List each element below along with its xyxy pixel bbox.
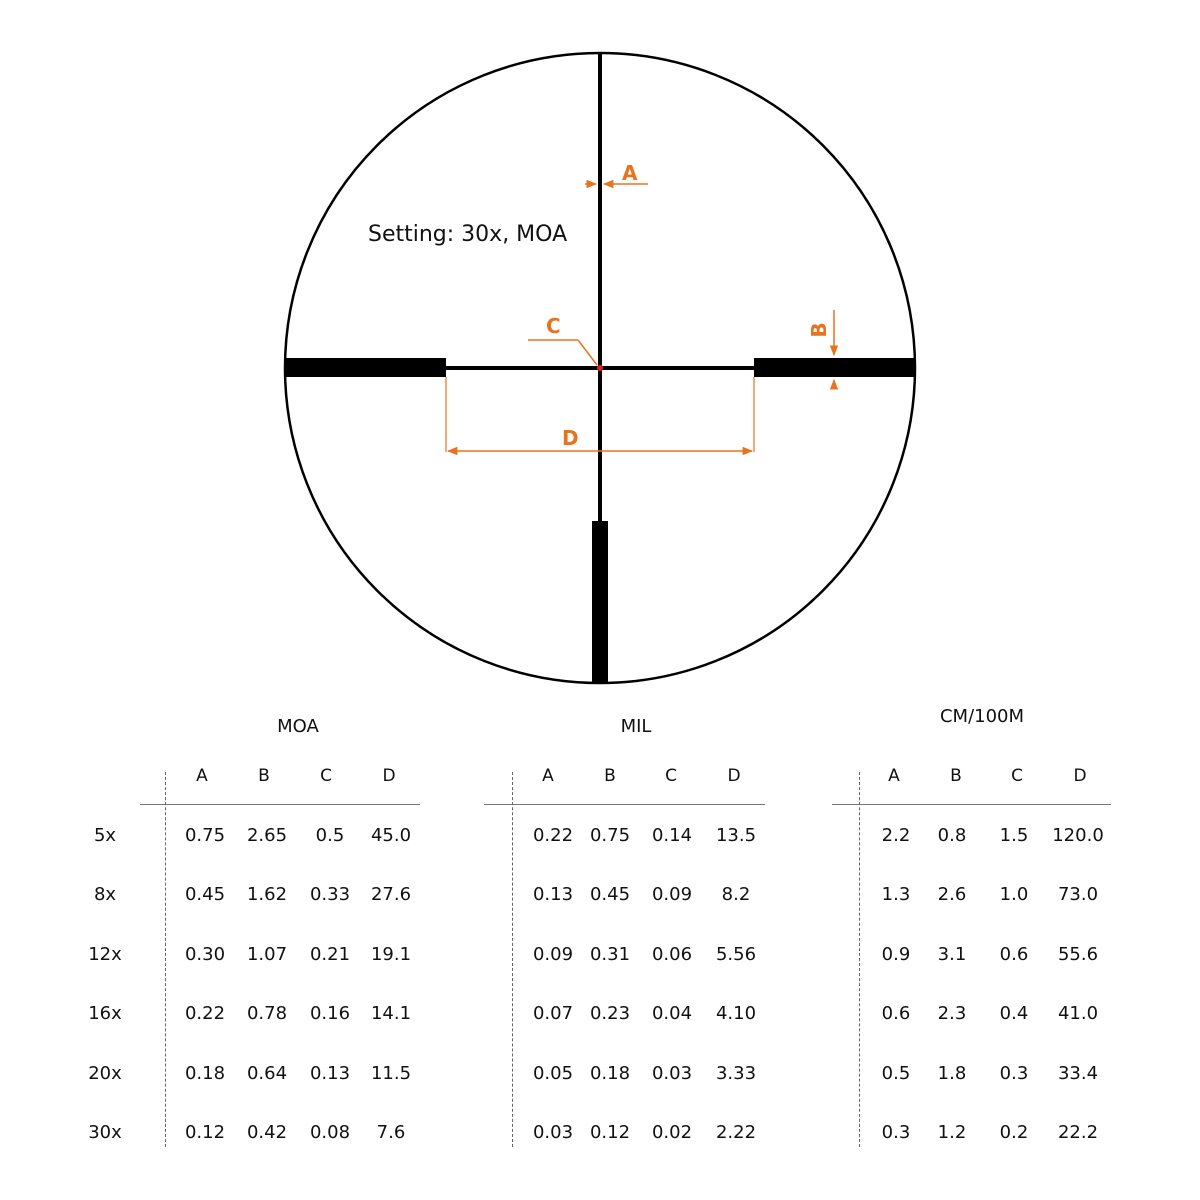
table-cell: 0.23 xyxy=(589,1003,631,1024)
table-cell: 2.65 xyxy=(246,825,288,846)
table-cell: 0.5 xyxy=(315,825,345,846)
column-header: A xyxy=(542,766,554,786)
table-cell: 7.6 xyxy=(376,1122,406,1143)
table-cell: 33.4 xyxy=(1057,1063,1099,1084)
row-label: 20x xyxy=(88,1063,122,1084)
table-cell: 0.13 xyxy=(532,884,574,905)
label-b: B xyxy=(807,322,831,338)
table-cell: 0.75 xyxy=(589,825,631,846)
table-cell: 0.08 xyxy=(309,1122,351,1143)
table-cell: 1.2 xyxy=(937,1122,967,1143)
table-cell: 0.13 xyxy=(309,1063,351,1084)
right-thick-post xyxy=(754,358,915,377)
table-cell: 45.0 xyxy=(370,825,412,846)
left-thick-post xyxy=(286,358,446,377)
table-cell: 1.0 xyxy=(999,884,1029,905)
table-cell: 0.4 xyxy=(999,1003,1029,1024)
table-cell: 0.8 xyxy=(937,825,967,846)
table-cell: 0.6 xyxy=(999,944,1029,965)
table-cell: 0.75 xyxy=(184,825,226,846)
bottom-thick-post xyxy=(592,521,608,683)
table-cell: 0.64 xyxy=(246,1063,288,1084)
table-cell: 1.62 xyxy=(246,884,288,905)
row-label: 12x xyxy=(88,944,122,965)
table-cell: 3.1 xyxy=(937,944,967,965)
table-cell: 0.03 xyxy=(532,1122,574,1143)
table-cell: 8.2 xyxy=(721,884,751,905)
table-cell: 0.33 xyxy=(309,884,351,905)
table-cell: 13.5 xyxy=(715,825,757,846)
table-cell: 14.1 xyxy=(370,1003,412,1024)
table-cell: 0.12 xyxy=(589,1122,631,1143)
table-cell: 2.22 xyxy=(715,1122,757,1143)
table-cell: 0.3 xyxy=(881,1122,911,1143)
table-cell: 27.6 xyxy=(370,884,412,905)
table-cell: 1.5 xyxy=(999,825,1029,846)
table-cell: 0.3 xyxy=(999,1063,1029,1084)
column-header: D xyxy=(382,766,396,786)
table-cell: 1.07 xyxy=(246,944,288,965)
table-cell: 0.02 xyxy=(651,1122,693,1143)
group-title: CM/100M xyxy=(939,706,1025,727)
center-dot xyxy=(597,365,603,371)
table-cell: 0.78 xyxy=(246,1003,288,1024)
label-d: D xyxy=(562,426,579,450)
column-header: D xyxy=(1073,766,1087,786)
table-cell: 0.45 xyxy=(589,884,631,905)
group-title: MIL xyxy=(620,716,652,737)
group-title: MOA xyxy=(277,716,319,737)
table-cell: 0.05 xyxy=(532,1063,574,1084)
table-cell: 0.16 xyxy=(309,1003,351,1024)
table-cell: 0.2 xyxy=(999,1122,1029,1143)
table-cell: 0.45 xyxy=(184,884,226,905)
table-cell: 0.6 xyxy=(881,1003,911,1024)
table-cell: 0.22 xyxy=(532,825,574,846)
row-label: 8x xyxy=(93,884,117,905)
table-cell: 120.0 xyxy=(1052,825,1104,846)
column-header: C xyxy=(665,766,677,786)
table-cell: 0.5 xyxy=(881,1063,911,1084)
table-cell: 0.09 xyxy=(532,944,574,965)
table-cell: 0.06 xyxy=(651,944,693,965)
column-header: B xyxy=(258,766,270,786)
table-cell: 1.3 xyxy=(881,884,911,905)
table-cell: 0.21 xyxy=(309,944,351,965)
table-cell: 2.6 xyxy=(937,884,967,905)
column-header: D xyxy=(727,766,741,786)
table-cell: 11.5 xyxy=(370,1063,412,1084)
row-label: 30x xyxy=(88,1122,122,1143)
table-cell: 2.3 xyxy=(937,1003,967,1024)
table-cell: 0.18 xyxy=(589,1063,631,1084)
table-cell: 0.09 xyxy=(651,884,693,905)
table-cell: 0.30 xyxy=(184,944,226,965)
header-rule xyxy=(832,804,1111,805)
table-cell: 41.0 xyxy=(1057,1003,1099,1024)
column-divider xyxy=(859,772,860,1147)
table-cell: 0.42 xyxy=(246,1122,288,1143)
header-rule xyxy=(140,804,420,805)
setting-caption: Setting: 30x, MOA xyxy=(368,222,568,247)
table-cell: 73.0 xyxy=(1057,884,1099,905)
table-cell: 0.04 xyxy=(651,1003,693,1024)
table-cell: 1.8 xyxy=(937,1063,967,1084)
table-cell: 55.6 xyxy=(1057,944,1099,965)
column-header: A xyxy=(888,766,900,786)
table-cell: 0.07 xyxy=(532,1003,574,1024)
label-a: A xyxy=(622,161,638,185)
label-c: C xyxy=(546,314,561,338)
table-cell: 2.2 xyxy=(881,825,911,846)
table-cell: 4.10 xyxy=(715,1003,757,1024)
table-cell: 3.33 xyxy=(715,1063,757,1084)
table-cell: 19.1 xyxy=(370,944,412,965)
row-label: 16x xyxy=(88,1003,122,1024)
row-label: 5x xyxy=(93,825,117,846)
column-header: B xyxy=(604,766,616,786)
table-cell: 0.22 xyxy=(184,1003,226,1024)
column-header: C xyxy=(320,766,332,786)
column-header: C xyxy=(1011,766,1023,786)
dimension-c-pointer xyxy=(578,340,597,365)
table-cell: 0.12 xyxy=(184,1122,226,1143)
table-cell: 22.2 xyxy=(1057,1122,1099,1143)
column-header: B xyxy=(950,766,962,786)
column-divider xyxy=(165,772,166,1147)
header-rule xyxy=(484,804,765,805)
table-cell: 5.56 xyxy=(715,944,757,965)
column-header: A xyxy=(196,766,208,786)
table-cell: 0.14 xyxy=(651,825,693,846)
table-cell: 0.18 xyxy=(184,1063,226,1084)
table-cell: 0.31 xyxy=(589,944,631,965)
table-cell: 0.03 xyxy=(651,1063,693,1084)
table-cell: 0.9 xyxy=(881,944,911,965)
column-divider xyxy=(512,772,513,1147)
